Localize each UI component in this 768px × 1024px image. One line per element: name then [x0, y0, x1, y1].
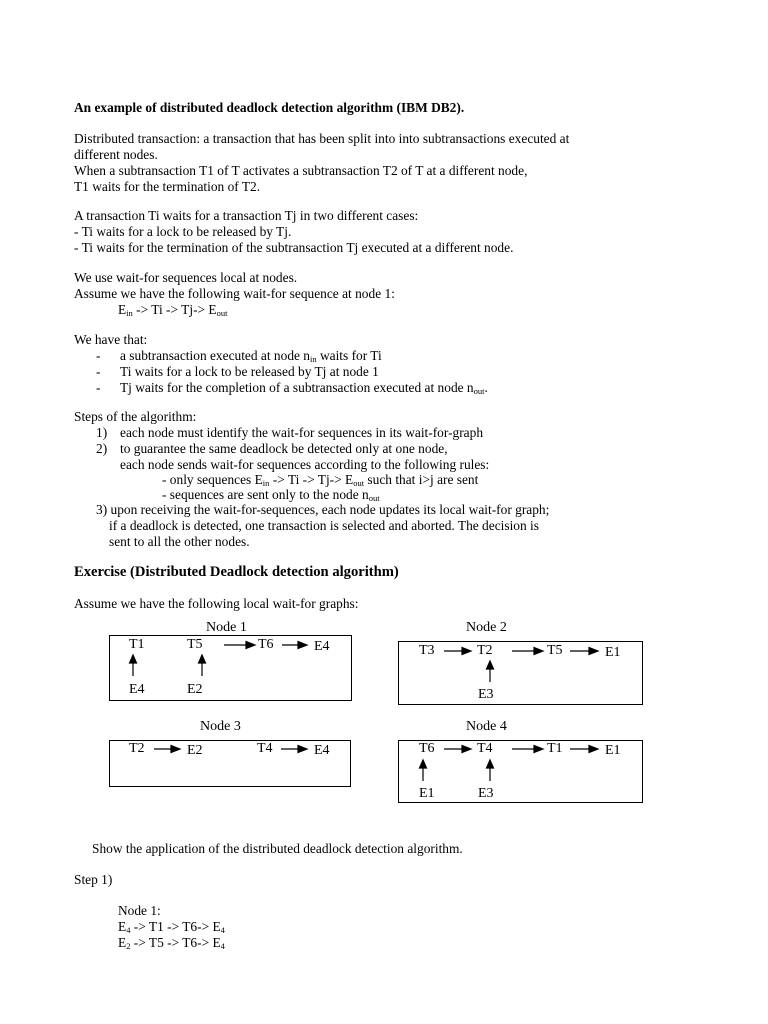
step-2-number: 2) — [96, 441, 108, 456]
intro-line-4: T1 waits for the termination of T2. — [74, 179, 261, 194]
bullet-dash: - — [96, 348, 101, 363]
intro-line-2: different nodes. — [74, 147, 158, 162]
cases-line-3: - Ti waits for the termination of the subtransaction Tj executed at a different node. — [74, 240, 514, 255]
node-4-t6: T6 — [419, 741, 435, 756]
step-3-text-cont-2: sent to all the other nodes. — [109, 534, 250, 549]
node-1-title: Node 1 — [206, 620, 247, 635]
bullet-dash: - — [96, 364, 101, 379]
node-2-e1: E1 — [605, 645, 621, 660]
step-3-text-cont: if a deadlock is detected, one transaction is selected and aborted. The decision is — [109, 518, 539, 533]
have-item-2: Ti waits for a lock to be released by Tj at node 1 — [120, 364, 379, 379]
rule-1: - only sequences $E_{in} -> Ti -> Tj-> E_{out}$ such that i>j are sent — [162, 472, 479, 488]
application-prompt: Show the application of the distributed deadlock detection algorithm. — [92, 841, 463, 856]
intro-line-1: Distributed transaction: a transaction that has been split into into subtransactions executed at — [74, 131, 570, 146]
node-4-t1: T1 — [547, 741, 563, 756]
node-2-t3: T3 — [419, 643, 435, 658]
page-title: An example of distributed deadlock detection algorithm (IBM DB2). — [74, 100, 465, 115]
steps-title: Steps of the algorithm: — [74, 409, 197, 424]
node-4-e1-lower: E1 — [419, 786, 435, 801]
node-2-title: Node 2 — [466, 620, 507, 635]
node-4-title: Node 4 — [466, 719, 507, 734]
sequences-line-1: We use wait-for sequences local at nodes. — [74, 270, 298, 285]
bullet-dash: - — [96, 380, 101, 395]
have-item-1: a subtransaction executed at node $n_{in}$ waits for Ti — [120, 348, 382, 364]
sequence-line-2: $E_2 -> T5 -> T6-> E_4$ — [118, 935, 225, 951]
node-4-t4: T4 — [477, 741, 493, 756]
have-item-3: Tj waits for the completion of a subtransaction executed at node $n_{out}$. — [120, 380, 488, 396]
node-2-t5: T5 — [547, 643, 563, 658]
intro-line-3: When a subtransaction T1 of T activates a subtransaction T2 of T at a different node, — [74, 163, 528, 178]
node-3-title: Node 3 — [200, 719, 241, 734]
step-2-text: to guarantee the same deadlock be detected only at one node, — [120, 441, 448, 456]
node-2-t2: T2 — [477, 643, 493, 658]
node-1-label: Node 1: — [118, 903, 161, 918]
node-1-e2: E2 — [187, 682, 203, 697]
node-4-e3: E3 — [478, 786, 494, 801]
node-1-t1: T1 — [129, 637, 145, 652]
sequence-line-1: $E_4 -> T1 -> T6-> E_4$ — [118, 919, 225, 935]
node-2-e3: E3 — [478, 687, 494, 702]
node-3-e4: E4 — [314, 743, 330, 758]
cases-line-2: - Ti waits for a lock to be released by Tj. — [74, 224, 292, 239]
node-3-t2: T2 — [129, 741, 145, 756]
cases-line-1: A transaction Ti waits for a transaction Tj in two different cases: — [74, 208, 419, 223]
exercise-title: Exercise (Distributed Deadlock detection algorithm) — [74, 564, 399, 580]
node-1-t6: T6 — [258, 637, 274, 652]
rule-2: - sequences are sent only to the node $n_{out}$ — [162, 487, 380, 503]
step-1-number: 1) — [96, 425, 108, 440]
step-2-text-cont: each node sends wait-for sequences according to the following rules: — [120, 457, 490, 472]
wait-for-sequence: $E_{in} -> Ti -> Tj-> E_{out}$ — [118, 302, 228, 318]
step-1-text: each node must identify the wait-for sequences in its wait-for-graph — [120, 425, 484, 440]
sequences-line-2: Assume we have the following wait-for sequence at node 1: — [74, 286, 395, 301]
node-4-e1: E1 — [605, 743, 621, 758]
have-title: We have that: — [74, 332, 148, 347]
exercise-assume: Assume we have the following local wait-for graphs: — [74, 596, 359, 611]
step-3-text: 3) upon receiving the wait-for-sequences, each node updates its local wait-for graph; — [96, 502, 550, 517]
node-3-t4: T4 — [257, 741, 273, 756]
node-1-e4: E4 — [314, 639, 330, 654]
node-3-e2: E2 — [187, 743, 203, 758]
node-1-e4-lower: E4 — [129, 682, 145, 697]
step-1-heading: Step 1) — [74, 872, 113, 887]
node-1-t5: T5 — [187, 637, 203, 652]
